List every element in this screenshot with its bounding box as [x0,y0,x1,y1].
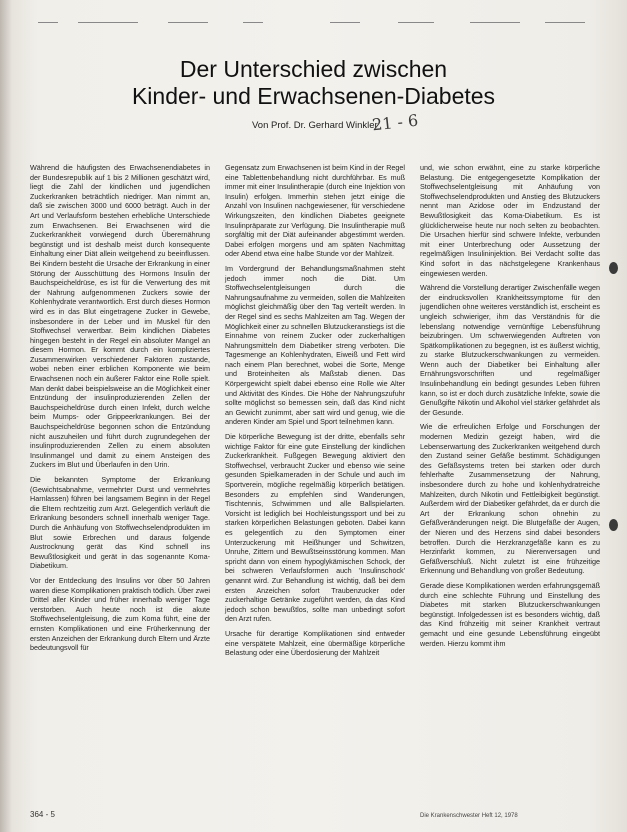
header-rule-segment [168,22,208,23]
paragraph: Im Vordergrund der Behandlungsmaßnahmen steht jedoch immer noch die Diät. Um Stoffwechselentgleisungen durch die Nahrungsaufnahme zu vermeiden, sollen die Mahlzeiten möglichst gleichmäßig über den Tag verteilt werden. In der Regel sind es sechs Mahlzeiten am Tag. Wegen der Möglichkeit einer zu schnellen Blutzuckeranstiegs ist die Einnahme von reinem Zucker oder zuckerhaltigen Nahrungsmitteln dem Diabetiker streng verboten. Die Tagesmenge an Kohlenhydraten, Eiweiß und Fett wird nach einem Plan berechnet, wobei die Sorte, Menge und Broteinheiten als Maßstab dienen. Das Körpergewicht spielt dabei ebenso eine Rolle wie Alter und Aktivität des Kindes. Die Höhe der Nahrungszufuhr sollte möglichst so bemessen sein, daß das Kind nicht an Gewicht zunimmt, aber satt wird und genug, wie die anderen Kinder am Spiel und Sport teilnehmen kann. [225,263,405,427]
paragraph: Während die häufigsten des Erwachsenendiabetes in der Bundesrepublik auf 1 bis 2 Millionen geschätzt wird, liegt die Zahl der kindlichen und jugendlichen Zuckerkranken beträchtlich niedriger. Man nimmt an, daß sie zwischen 3000 und 6000 beträgt. Auch in der Art und Verlaufsform bestehen erhebliche Unterschiede zum Erwachsenen. Bei Erwachsenen wird die Zuckerkrankheit vorwiegend durch Überernährung begünstigt und ist deshalb meist durch konsequente Einhaltung einer Diät allein weitgehend zu beeinflussen. Bei Kindern besteht die Ursache der Erkrankung in einer Störung der Ausschüttung des Hormons Insulin der Bauchspeicheldrüse, es ist für die Verwertung des mit der Nahrung aufgenommenen Zuckers sowie der Kohlenhydrate verantwortlich. Erst durch dieses Hormon wird es in das Blut eingetragene Zucker in Gewebe, insbesondere in der Leber und im Muskel für den Stoffwechsel verwertbar. Beim kindlichen Diabetes hingegen besteht in der Regel ein absoluter Mangel an diesem Hormon. Er kommt durch ein kompliziertes Zusammenwirken verschiedener Faktoren zustande, wobei neben einer erblichen Komponente wie beim Erwachsenen noch ein äußerer Faktor eine Rolle spielt. Man denkt dabei beispielsweise an die Möglichkeit einer Entzündung der insulinproduzierenden Zellen der Bauchspeicheldrüse durch einen Infekt, durch welche beim Mumps- oder Grippeerkrankungen. Bei der Bauchspeicheldrüse begonnen schon die Entzündung nicht auszuheilen und führt durch zugrundegehen der insulinproduzierenden Zellen zu einem absoluten Insulinmangel und damit zu einem Ansteigen des Zuckers im Blut und Überlaufen in den Urin. [30,163,210,470]
paragraph: Während die Vorstellung derartiger Zwischenfälle wegen der eindrucksvollen Krankheitssymptome für den jugendlichen ohne weiteres verständlich ist, erscheint es ungleich schwieriger, ihm das Verständnis für die lebenslang notwendige vernünftige Lebensführung beizubringen. Um schwerwiegenden Auftreten von Spätkomplikationen zu begegnen, ist es äußerst wichtig, zu starke Blutzuckerschwankungen zu vermeiden. Wenn auch der Diabetiker bei Einhaltung aller Ernährungsvorschriften und regelmäßiger Insulinbehandlung ein bedingt gesundes Leben führen kann, so ist er doch durch zusätzliche Infekte, sowie die Genußgifte Nikotin und Alkohol viel stärker gefährdet als der Gesunde. [420,283,600,417]
header-rule-segment [545,22,585,23]
header-rule-segment [78,22,138,23]
page-edge-shadow [0,0,12,832]
header-rule-segment [398,22,434,23]
paragraph: Wie die erfreulichen Erfolge und Forschungen der modernen Medizin gezeigt haben, wird die Lebenserwartung des Zuckerkranken weitgehend durch den Zustand seiner Gefäße bestimmt. Schädigungen des Gefäßsystems treten bei starken oder durch fehlerhafte Zusammensetzung der Nahrung, insbesondere durch zu hohe und kohlenhydratreiche Mahlzeiten, durch Nikotin und Fettleibigkeit begünstigt. Außerdem wird der Diabetiker gefährdet, da er durch die Art der Erkrankung schon ohnehin zu Gefäßveränderungen neigt. Die Blutgefäße der Augen, der Nieren und des Herzens sind dabei besonders betroffen. Durch die Herzkranzgefäße kann es zu Herzinfarkt kommen, zu Nierenversagen und Gefäßverschluß. Nicht zuletzt ist eine frühzeitige Erkennung und Behandlung von großer Bedeutung. [420,422,600,576]
paragraph: Ursache für derartige Komplikationen sind entweder eine verspätete Mahlzeit, eine übermäßige körperliche Belastung oder eine Überdosierung der Mahlzeit [225,628,405,658]
title-line-1: Der Unterschied zwischen [179,56,448,82]
header-rule-segment [38,22,58,23]
paragraph: Die körperliche Bewegung ist der dritte, ebenfalls sehr wichtige Faktor für eine gute Einstellung der kindlichen Zuckerkrankheit. Fußgegen Bewegung aktiviert den Stoffwechsel, verbraucht Zucker und ebenso wie seine gesunden Spielkameraden in der Schule und auch im Sportverein, mögliche regelmäßig körperlich betätigen. Besonders zu empfehlen sind Wanderungen, Tischtennis, Schwimmen und alle Ballspielarten. Vorsicht ist lediglich bei Hochleistungssport und bei zu starken körperlichen Belastungen geboten. Dabei kann es gelegentlich zu den Symptomen einer Unterzuckerung mit Heißhunger und Schwitzen, Unruhe, Zittern und Bewußtseinsstörung kommen. Man spricht dann von einem hypoglykämischen Schock, der bei schweren Verlaufsformen auch 'Insulinschock' genannt wird. Zur Behandlung ist wichtig, daß bei dem ersten Anzeichen sofort Traubenzucker oder zuckerhaltige Getränke zugeführt werden, da das Kind jedoch schon bewußtlos, sollte man unbedingt sofort den Arzt rufen. [225,432,405,624]
page-number: 364 - 5 [30,810,55,819]
header-rule-segment [470,22,520,23]
title-line-2: Kinder- und Erwachsenen-Diabetes [131,83,496,109]
paragraph: Vor der Entdeckung des Insulins vor über 50 Jahren waren diese Komplikationen praktisch tödlich. Über zwei Drittel aller Kinder und früher innerhalb weniger Tage verstorben. Auch heute noch ist die akute Stoffwechselentgleisung, die zum Koma führt, eine der ernsten Komplikationen und eine Früherkennung der ersten Anzeichen der Erkrankung durch Eltern und Ärzte bedeutungsvoll für [30,575,210,653]
punch-hole [609,262,618,274]
paragraph: Die bekannten Symptome der Erkrankung (Gewichtsabnahme, vermehrter Durst und vermehrtes Harnlassen) führen bei langsamem Beginn in der Regel die Eltern rechtzeitig zum Arzt. Gelegentlich verläuft die Erkrankung besonders schnell innerhalb weniger Tage. Durch die Anhäufung von Stoffwechselendprodukten im Blut sowie Erbrechen und daraus folgende Austrocknung gerät das Kind schnell ins Bewußtlosigkeit und gerät in das sogenannte Koma-Diabetikum. [30,475,210,571]
source-footer: Die Krankenschwester Heft 12, 1978 [420,813,518,819]
article-title [40,56,587,110]
paragraph: und, wie schon erwähnt, eine zu starke körperliche Belastung. Die entgegengesetzte Komplikation der Stoffwechselentgleisung mit Anhäufung von Stoffwechselendprodukten und Anstieg des Blutzuckers nennt man Azidose oder im Endzustand der Bewußtlosigkeit das Koma-Diabetikum. Es ist glücklicherweise heute nur noch selten zu beobachten. Die Ursachen hierfür sind schwere Infekte, verbunden mit einer Unterbrechung oder Aussetzung der regelmäßigen Insulininjektion. Bei Verdacht sollte das Kind sofort in das nächstgelegene Krankenhaus eingewiesen werden. [420,163,600,278]
author-byline: Von Prof. Dr. Gerhard Winkler [252,120,378,131]
handwritten-note: 21 - 6 [371,110,419,135]
paragraph: Gegensatz zum Erwachsenen ist beim Kind in der Regel eine Tablettenbehandlung nicht durchführbar. Es muß immer mit einer Insulintherapie (durch eine Injektion von Insulin) erfolgen. Immerhin stehen jetzt einige die Anzahl von Insulinen nachgewiesener, für verschiedene Wirkungszeiten, den kindlichen Diabetes geeignete Insulinpräparate zur Verfügung. Die Insulintherapie muß sorgfältig mit der Diät aufeinander abgestimmt werden. Dabei erfolgen morgens und am späten Nachmittag oder Abend etwa eine halbe Stunde vor der Mahlzeit. [225,163,405,259]
header-rule-segment [330,22,360,23]
text-column-2 [225,163,405,813]
header-rule-segment [243,22,263,23]
paragraph: Gerade diese Komplikationen werden erfahrungsgemäß durch eine schlechte Führung und Einstellung des Diabetes mit starken Blutzuckerschwankungen begünstigt. Infolgedessen ist es besonders wichtig, daß das Kind frühzeitig mit seiner Krankheit vertraut gemacht und eine gesunde Lebensführung eingeübt werden. Hierzu kommt ihm [420,580,600,648]
text-column-3 [420,163,600,803]
text-column-1 [30,163,210,813]
punch-hole [609,519,618,531]
